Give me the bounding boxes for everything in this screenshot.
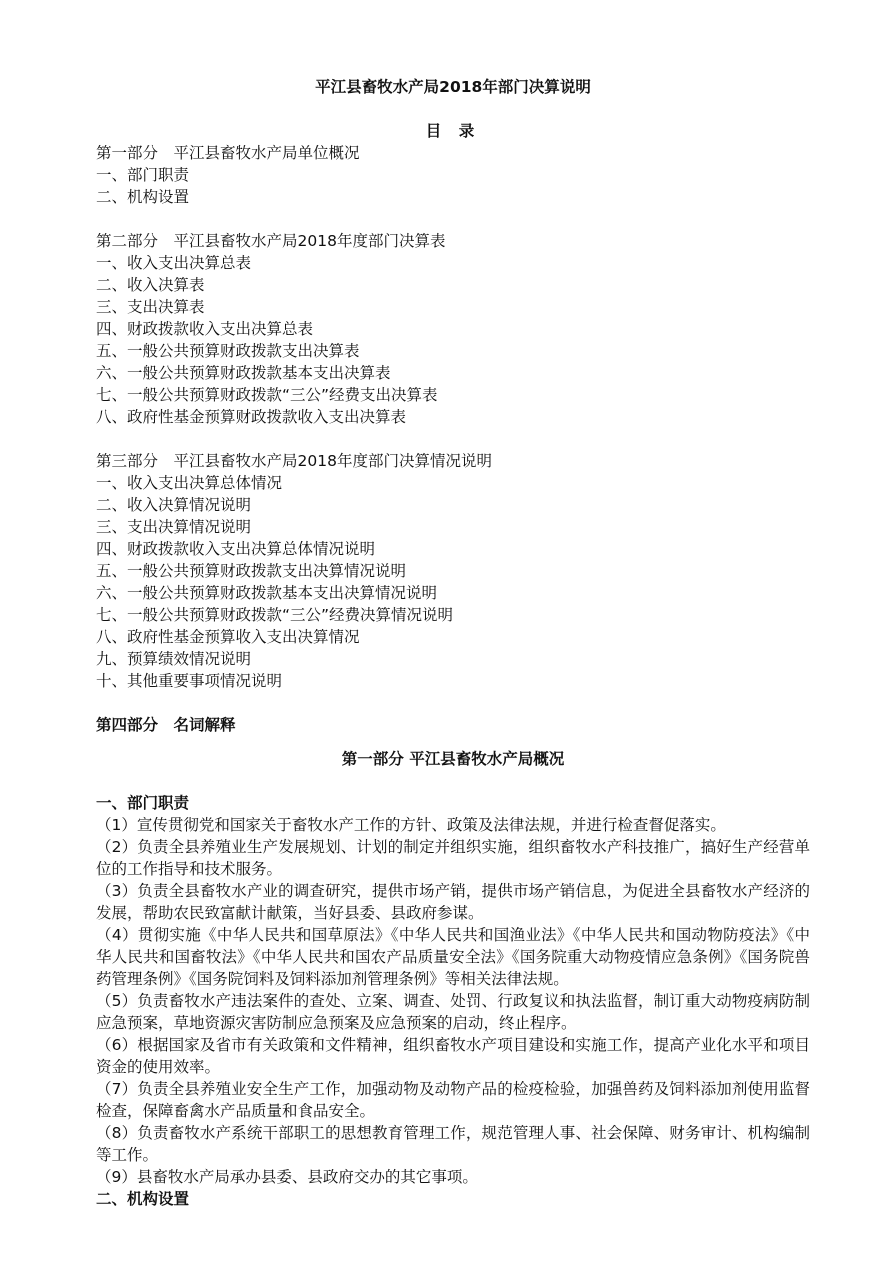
toc-part4: 第四部分 名词解释 <box>96 716 236 734</box>
toc-item: 一、收入支出决算总体情况 <box>96 474 283 492</box>
toc-item: 三、支出决算情况说明 <box>96 518 252 536</box>
toc-item: 六、一般公共预算财政拨款基本支出决算表 <box>96 364 391 382</box>
duty-paragraph: （8）负责畜牧水产系统干部职工的思想教育管理工作，规范管理人事、社会保障、财务审计、机构编制等工作。 <box>96 1124 810 1164</box>
toc-title: 目 录 <box>425 122 481 140</box>
toc-item: 六、一般公共预算财政拨款基本支出决算情况说明 <box>96 584 438 602</box>
toc-item: 一、收入支出决算总表 <box>96 254 252 272</box>
duty-paragraph: （7）负责全县养殖业安全生产工作，加强动物及动物产品的检疫检验，加强兽药及饲料添加剂使用监督检查，保障畜禽水产品质量和食品安全。 <box>96 1080 810 1120</box>
document-page <box>96 76 810 1210</box>
duty-paragraph: （4）贯彻实施《中华人民共和国草原法》《中华人民共和国渔业法》《中华人民共和国动物防疫法》《中华人民共和国畜牧法》《中华人民共和国农产品质量安全法》《国务院重大动物疫情应急条例》《国务院兽药管理条例》《国务院饲料及饲料添加剂管理条例》等相关法律法规。 <box>96 926 810 988</box>
document-title: 平江县畜牧水产局2018年部门决算说明 <box>315 78 591 96</box>
toc-item: 四、财政拨款收入支出决算总体情况说明 <box>96 540 376 558</box>
table-of-contents <box>96 142 810 692</box>
toc-item: 七、一般公共预算财政拨款“三公”经费支出决算表 <box>96 386 438 404</box>
toc-item: 一、部门职责 <box>96 166 190 184</box>
toc-item: 二、收入决算情况说明 <box>96 496 252 514</box>
toc-item: 十、其他重要事项情况说明 <box>96 672 283 690</box>
toc-item: 七、一般公共预算财政拨款“三公”经费决算情况说明 <box>96 606 454 624</box>
section2-heading: 二、机构设置 <box>96 1190 190 1208</box>
duty-paragraph: （3）负责全县畜牧水产业的调查研究，提供市场产销，提供市场产销信息，为促进全县畜牧水产经济的发展，帮助农民致富献计献策，当好县委、县政府参谋。 <box>96 882 810 922</box>
duty-paragraph: （6）根据国家及省市有关政策和文件精神，组织畜牧水产项目建设和实施工作，提高产业化水平和项目资金的使用效率。 <box>96 1036 810 1076</box>
duty-paragraph: （9）县畜牧水产局承办县委、县政府交办的其它事项。 <box>96 1168 478 1186</box>
toc-item: 四、财政拨款收入支出决算总表 <box>96 320 314 338</box>
toc-item: 二、机构设置 <box>96 188 190 206</box>
duty-paragraph: （5）负责畜牧水产违法案件的查处、立案、调查、处罚、行政复议和执法监督，制订重大动物疫病防制应急预案，草地资源灾害防制应急预案及应急预案的启动，终止程序。 <box>96 992 810 1032</box>
duties-list <box>96 814 810 1188</box>
toc-part-heading: 第三部分 平江县畜牧水产局2018年度部门决算情况说明 <box>96 452 492 470</box>
toc-part-heading: 第一部分 平江县畜牧水产局单位概况 <box>96 144 360 162</box>
toc-part-heading: 第二部分 平江县畜牧水产局2018年度部门决算表 <box>96 232 446 250</box>
toc-item: 二、收入决算表 <box>96 276 205 294</box>
duty-paragraph: （1）宣传贯彻党和国家关于畜牧水产工作的方针、政策及法律法规，并进行检查督促落实。 <box>96 816 726 834</box>
part1-title: 第一部分 平江县畜牧水产局概况 <box>341 750 565 768</box>
section1-heading: 一、部门职责 <box>96 794 190 812</box>
toc-item: 八、政府性基金预算收入支出决算情况 <box>96 628 360 646</box>
toc-item: 九、预算绩效情况说明 <box>96 650 252 668</box>
toc-item: 八、政府性基金预算财政拨款收入支出决算表 <box>96 408 407 426</box>
toc-item: 五、一般公共预算财政拨款支出决算表 <box>96 342 360 360</box>
toc-item: 五、一般公共预算财政拨款支出决算情况说明 <box>96 562 407 580</box>
toc-item: 三、支出决算表 <box>96 298 205 316</box>
duty-paragraph: （2）负责全县养殖业生产发展规划、计划的制定并组织实施，组织畜牧水产科技推广，搞好生产经营单位的工作指导和技术服务。 <box>96 838 810 878</box>
